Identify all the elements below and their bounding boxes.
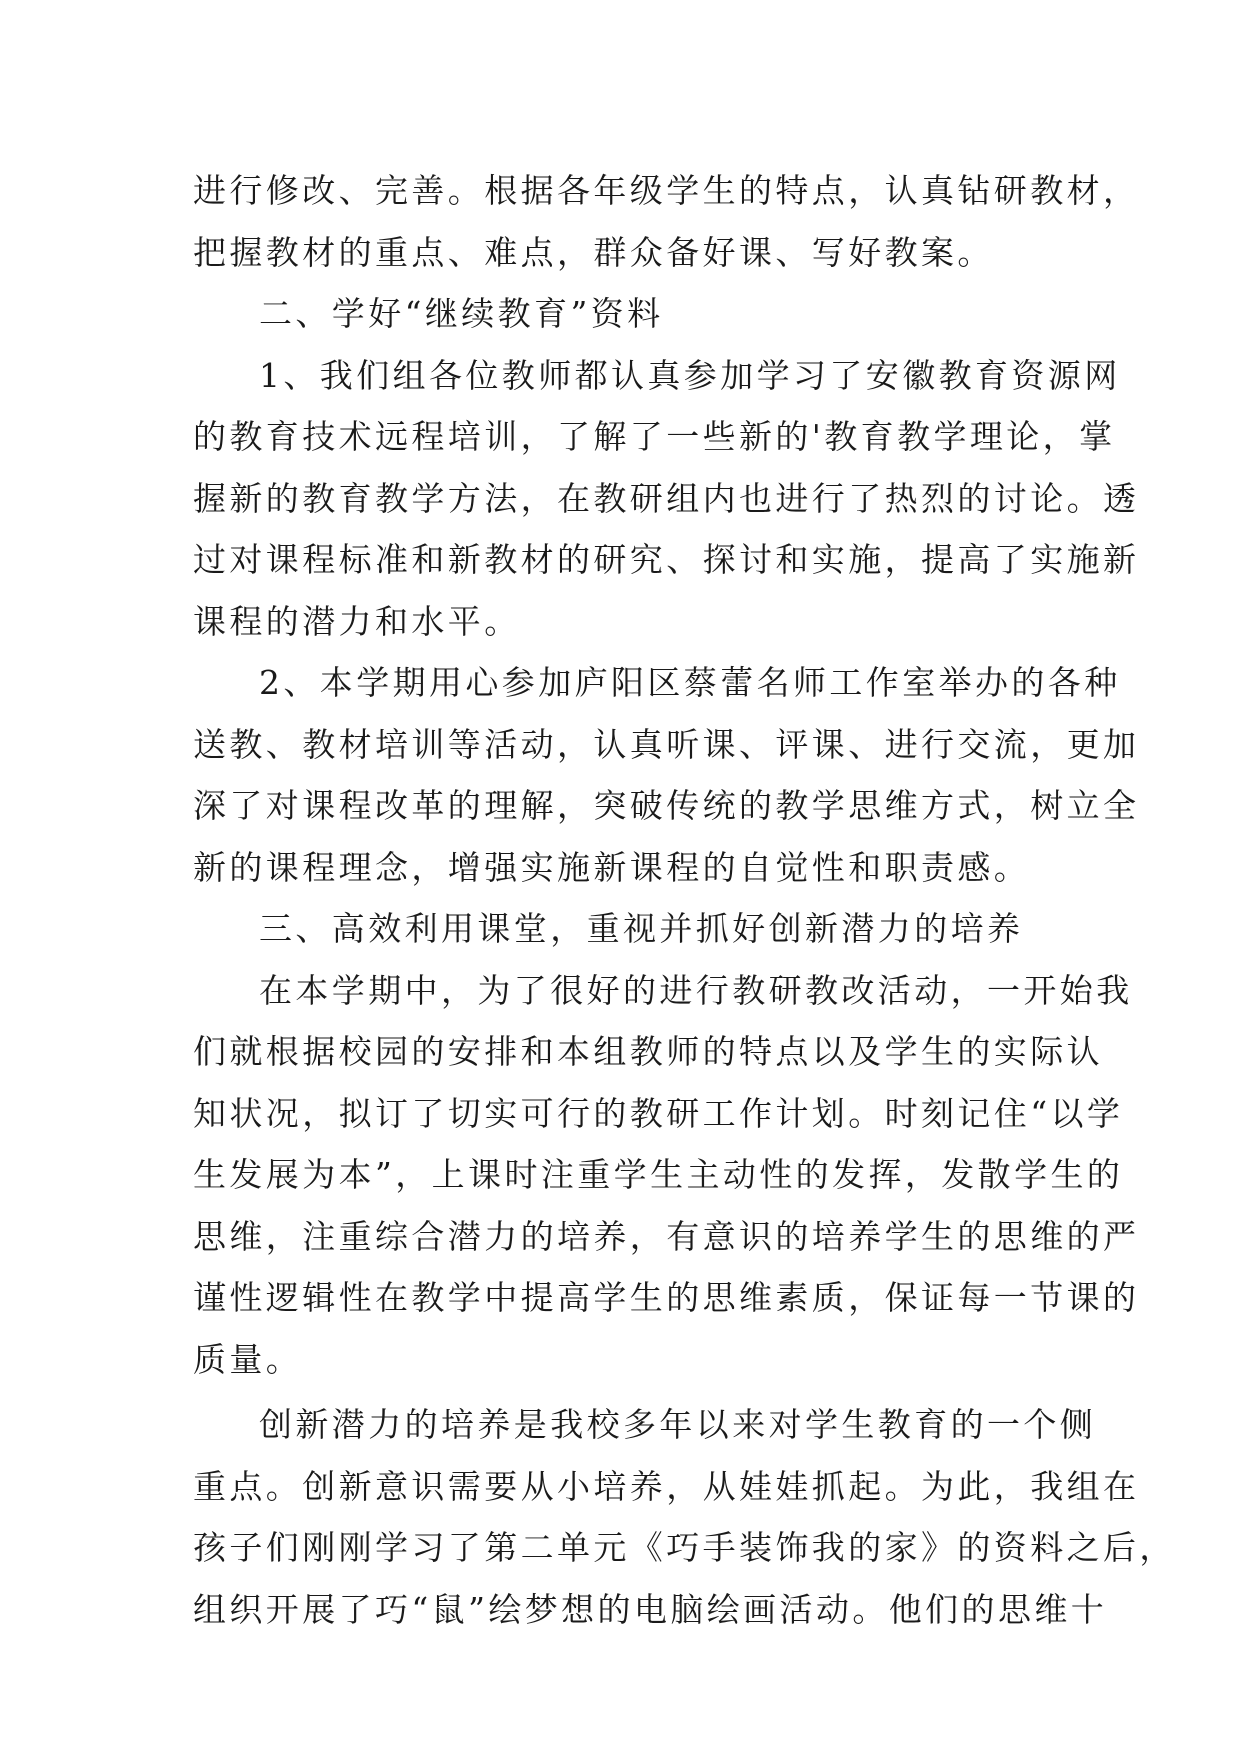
text-line: 知状况，拟订了切实可行的教研工作计划。时刻记住“以学 — [193, 1093, 1124, 1133]
text-line: 1、我们组各位教师都认真参加学习了安徽教育资源网 — [259, 355, 1121, 395]
section-heading: 二、学好“继续教育”资料 — [259, 294, 664, 333]
text-line: 进行修改、完善。根据各年级学生的特点，认真钻研教材， — [193, 171, 1140, 210]
text-line: 深了对课程改革的理解，突破传统的教学思维方式，树立全 — [193, 786, 1140, 825]
text-line: 质量。 — [193, 1339, 303, 1379]
text-line: 谨性逻辑性在教学中提高学生的思维素质，保证每一节课的 — [193, 1278, 1140, 1317]
text-line: 思维，注重综合潜力的培养，有意识的培养学生的思维的严 — [193, 1216, 1140, 1256]
text-line: 在本学期中，为了很好的进行教研教改活动，一开始我 — [259, 970, 1133, 1010]
text-line: 的教育技术远程培训，了解了一些新的'教育教学理论，掌 — [193, 417, 1116, 456]
text-line: 们就根据校园的安排和本组教师的特点以及学生的实际认 — [193, 1032, 1103, 1071]
text-line: 孩子们刚刚学习了第二单元《巧手装饰我的家》的资料之后， — [193, 1528, 1176, 1567]
text-line: 握新的教育教学方法，在教研组内也进行了热烈的讨论。透 — [193, 478, 1140, 518]
text-line: 重点。创新意识需要从小培养，从娃娃抓起。为此，我组在 — [193, 1466, 1140, 1506]
text-line: 2、本学期用心参加庐阳区蔡蕾名师工作室举办的各种 — [259, 663, 1121, 702]
text-line: 新的课程理念，增强实施新课程的自觉性和职责感。 — [193, 847, 1031, 887]
text-line: 课程的潜力和水平。 — [193, 601, 521, 641]
text-line: 创新潜力的培养是我校多年以来对学生教育的一个侧 — [259, 1405, 1097, 1444]
text-line: 过对课程标准和新教材的研究、探讨和实施，提高了实施新 — [193, 540, 1140, 579]
text-line: 组织开展了巧“鼠”绘梦想的电脑绘画活动。他们的思维十 — [193, 1589, 1108, 1629]
section-heading: 三、高效利用课堂，重视并抓好创新潜力的培养 — [259, 909, 1024, 948]
text-line: 生发展为本”，上课时注重学生主动性的发挥，发散学生的 — [193, 1155, 1124, 1194]
text-line: 把握教材的重点、难点，群众备好课、写好教案。 — [193, 232, 994, 272]
document-body — [193, 160, 1176, 1640]
text-line: 送教、教材培训等活动，认真听课、评课、进行交流，更加 — [193, 724, 1140, 764]
